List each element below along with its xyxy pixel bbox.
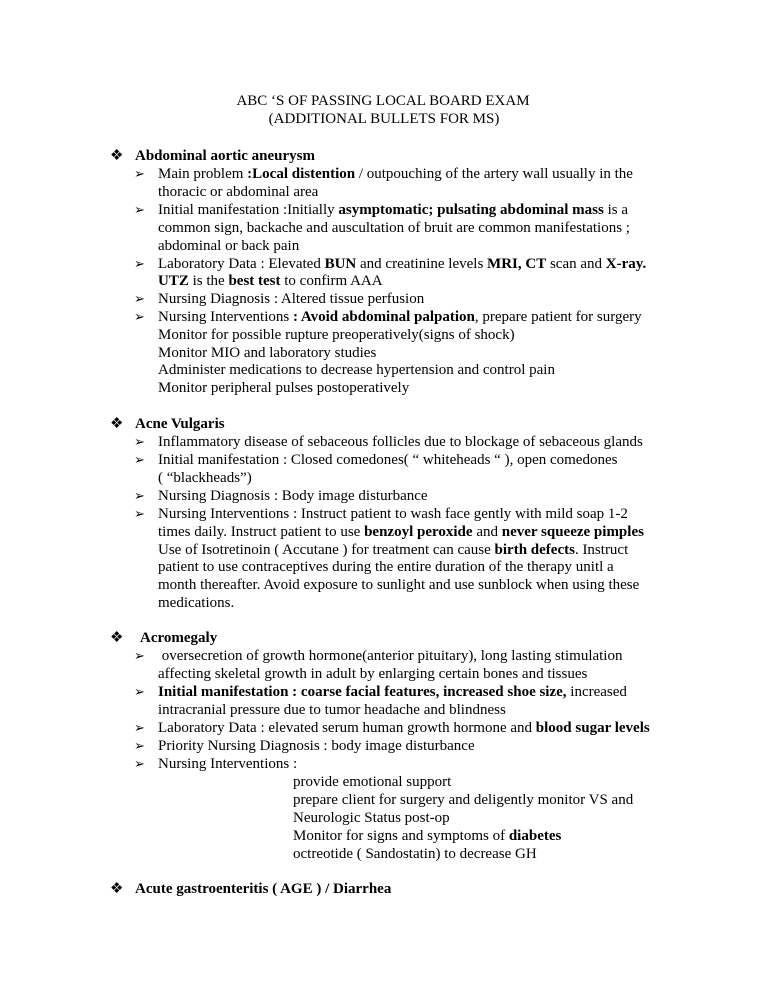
list-item-continuation: thoracic or abdominal area bbox=[158, 184, 319, 200]
section-heading-aaa: ❖ Abdominal aortic aneurysm bbox=[110, 148, 315, 164]
list-item-continuation: octreotide ( Sandostatin) to decrease GH bbox=[293, 846, 537, 862]
arrow-bullet-icon: ➢ bbox=[134, 452, 145, 467]
list-item: ➢ oversecretion of growth hormone(anterior pituitary), long lasting stimulation bbox=[134, 648, 623, 664]
list-item-continuation: Neurologic Status post-op bbox=[293, 810, 450, 826]
arrow-bullet-icon: ➢ bbox=[134, 738, 145, 753]
list-item: ➢ Nursing Diagnosis : Altered tissue perfusion bbox=[134, 291, 425, 307]
diamond-bullet-icon: ❖ bbox=[110, 630, 124, 646]
list-item-continuation: month thereafter. Avoid exposure to sunlight and use sunblock when using these bbox=[158, 577, 640, 593]
list-item-continuation: abdominal or back pain bbox=[158, 238, 300, 254]
list-item-continuation: Monitor MIO and laboratory studies bbox=[158, 345, 377, 361]
arrow-bullet-icon: ➢ bbox=[134, 506, 145, 521]
arrow-bullet-icon: ➢ bbox=[134, 756, 145, 771]
arrow-bullet-icon: ➢ bbox=[134, 256, 145, 271]
arrow-bullet-icon: ➢ bbox=[134, 488, 145, 503]
section-heading-age: ❖ Acute gastroenteritis ( AGE ) / Diarrhea bbox=[110, 881, 392, 897]
arrow-bullet-icon: ➢ bbox=[134, 434, 145, 449]
list-item: ➢ Priority Nursing Diagnosis : body image disturbance bbox=[134, 738, 475, 754]
list-item: ➢ Laboratory Data : Elevated BUN and creatinine levels MRI, CT scan and X-ray. bbox=[134, 256, 647, 272]
list-item-continuation: Monitor for signs and symptoms of diabetes bbox=[293, 828, 562, 844]
list-item: ➢ Initial manifestation :Initially asymptomatic; pulsating abdominal mass is a bbox=[134, 202, 628, 218]
arrow-bullet-icon: ➢ bbox=[134, 202, 145, 217]
list-item: ➢ Laboratory Data : elevated serum human growth hormone and blood sugar levels bbox=[134, 720, 650, 736]
list-item-continuation: times daily. Instruct patient to use benzoyl peroxide and never squeeze pimples bbox=[158, 524, 644, 540]
diamond-bullet-icon: ❖ bbox=[110, 148, 124, 164]
list-item-continuation: common sign, backache and auscultation of bruit are common manifestations ; bbox=[158, 220, 630, 236]
title-line-2: (ADDITIONAL BULLETS FOR MS) bbox=[268, 111, 500, 127]
list-item: ➢ Nursing Interventions : bbox=[134, 756, 298, 772]
list-item-continuation: provide emotional support bbox=[293, 774, 452, 790]
arrow-bullet-icon: ➢ bbox=[134, 291, 145, 306]
diamond-bullet-icon: ❖ bbox=[110, 416, 124, 432]
title-line-1: ABC ‘S OF PASSING LOCAL BOARD EXAM bbox=[236, 93, 530, 109]
list-item-continuation: ( “blackheads”) bbox=[158, 470, 252, 486]
list-item: ➢ Main problem :Local distention / outpouching of the artery wall usually in the bbox=[134, 166, 633, 182]
list-item-continuation: Use of Isotretinoin ( Accutane ) for treatment can cause birth defects. Instruct bbox=[158, 542, 629, 558]
arrow-bullet-icon: ➢ bbox=[134, 648, 145, 663]
list-item: ➢ Nursing Diagnosis : Body image disturbance bbox=[134, 488, 428, 504]
list-item-continuation: affecting skeletal growth in adult by enlarging certain bones and tissues bbox=[158, 666, 588, 682]
list-item: ➢ Initial manifestation : Closed comedones( “ whiteheads “ ), open comedones bbox=[134, 452, 618, 468]
section-heading-acne: ❖ Acne Vulgaris bbox=[110, 416, 225, 432]
list-item: ➢ Inflammatory disease of sebaceous follicles due to blockage of sebaceous glands bbox=[134, 434, 643, 450]
section-heading-acromegaly: ❖ Acromegaly bbox=[110, 630, 218, 646]
arrow-bullet-icon: ➢ bbox=[134, 166, 145, 181]
diamond-bullet-icon: ❖ bbox=[110, 881, 124, 897]
list-item-continuation: Monitor peripheral pulses postoperatively bbox=[158, 380, 410, 396]
list-item-continuation: Administer medications to decrease hypertension and control pain bbox=[158, 362, 555, 378]
list-item: ➢ Initial manifestation : coarse facial features, increased shoe size, increased bbox=[134, 684, 627, 700]
arrow-bullet-icon: ➢ bbox=[134, 684, 145, 699]
list-item-continuation: UTZ is the best test to confirm AAA bbox=[158, 273, 383, 289]
list-item: ➢ Nursing Interventions : Instruct patient to wash face gently with mild soap 1-2 bbox=[134, 506, 628, 522]
arrow-bullet-icon: ➢ bbox=[134, 720, 145, 735]
list-item-continuation: Monitor for possible rupture preoperatively(signs of shock) bbox=[158, 327, 515, 343]
list-item-continuation: prepare client for surgery and deligently monitor VS and bbox=[293, 792, 634, 808]
arrow-bullet-icon: ➢ bbox=[134, 309, 145, 324]
list-item-continuation: medications. bbox=[158, 595, 235, 611]
list-item-continuation: patient to use contraceptives during the entire duration of the therapy unitl a bbox=[158, 559, 614, 575]
list-item: ➢ Nursing Interventions : Avoid abdominal palpation, prepare patient for surgery bbox=[134, 309, 642, 325]
list-item-continuation: intracranial pressure due to tumor headache and blindness bbox=[158, 702, 506, 718]
